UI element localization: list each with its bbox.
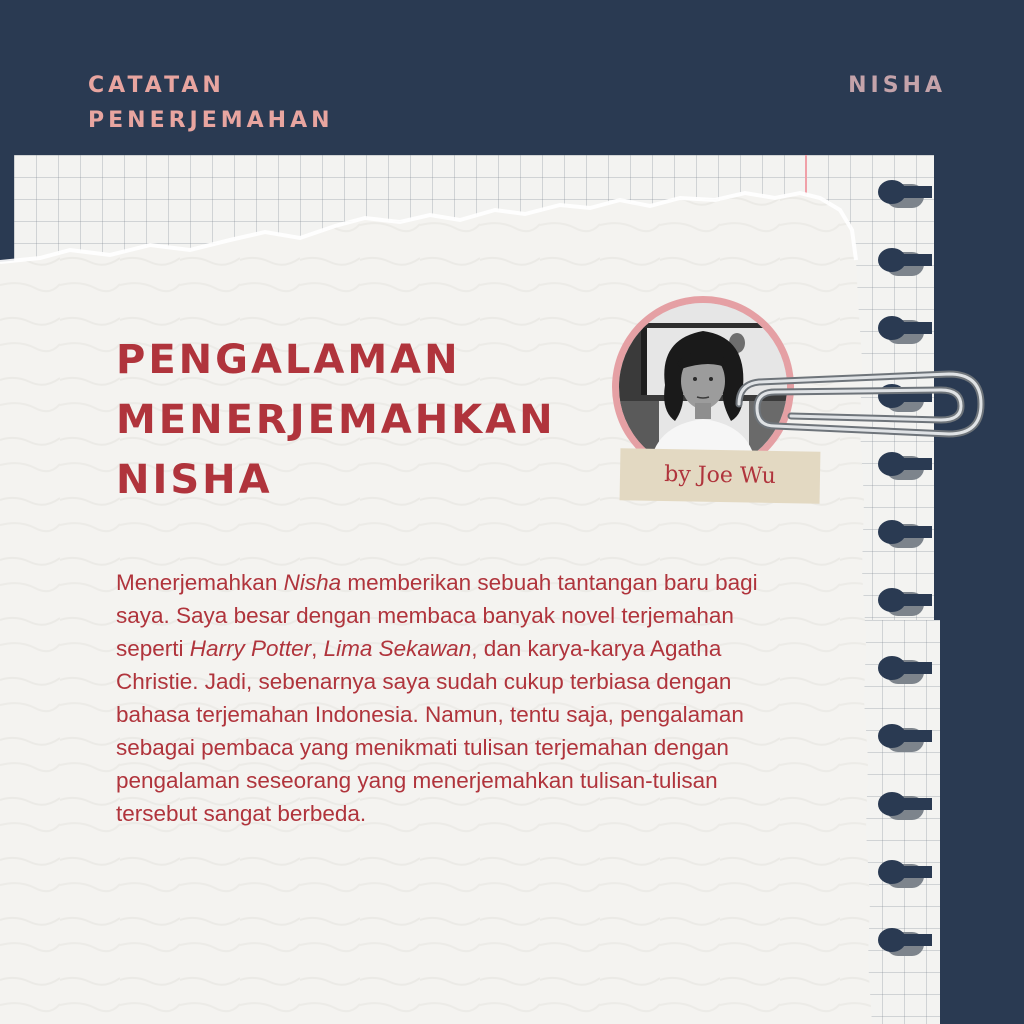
book-title-lima-sekawan: Lima Sekawan	[323, 636, 472, 661]
binder-hole	[876, 316, 916, 346]
body-text: ,	[311, 636, 324, 661]
book-title-harry-potter: Harry Potter	[189, 636, 312, 661]
binder-hole	[876, 588, 916, 618]
binder-hole	[876, 452, 916, 482]
byline-tape	[620, 448, 821, 503]
notebook-holes	[876, 180, 936, 1000]
title-line-2: MENERJEMAHKAN	[116, 397, 556, 443]
author-byline: by Joe Wu	[664, 462, 776, 489]
binder-hole	[876, 928, 916, 958]
series-label-line-1: CATATAN	[88, 73, 225, 98]
body-text: memberikan sebuah tantangan baru bagi saya. Saya besar dengan membaca banyak novel terjemahan seperti	[116, 570, 758, 661]
binder-hole	[876, 860, 916, 890]
paperclip-icon	[735, 368, 985, 440]
book-label: NISHA	[848, 73, 946, 98]
binder-hole	[876, 792, 916, 822]
binder-hole	[876, 180, 916, 210]
title-line-1: PENGALAMAN	[116, 337, 461, 383]
binder-hole	[876, 248, 916, 278]
book-title-nisha: Nisha	[283, 570, 342, 595]
binder-hole	[876, 656, 916, 686]
binder-hole	[876, 520, 916, 550]
body-text: , dan karya-karya Agatha Christie. Jadi, sebenarnya saya sudah cukup terbiasa dengan bahasa terjemahan Indonesia. Namun, tentu saja, pengalaman sebagai pembaca yang menikmati tulisan terjemahan dengan pengalaman seseorang yang menerjemahkan tulisan-tulisan tersebut sangat berbeda.	[116, 636, 744, 826]
series-label-line-2: PENERJEMAHAN	[88, 108, 334, 133]
binder-hole	[876, 724, 916, 754]
body-text: Menerjemahkan	[116, 570, 284, 595]
article-title	[116, 330, 556, 510]
article-body	[116, 566, 796, 830]
title-line-3: NISHA	[116, 457, 273, 503]
